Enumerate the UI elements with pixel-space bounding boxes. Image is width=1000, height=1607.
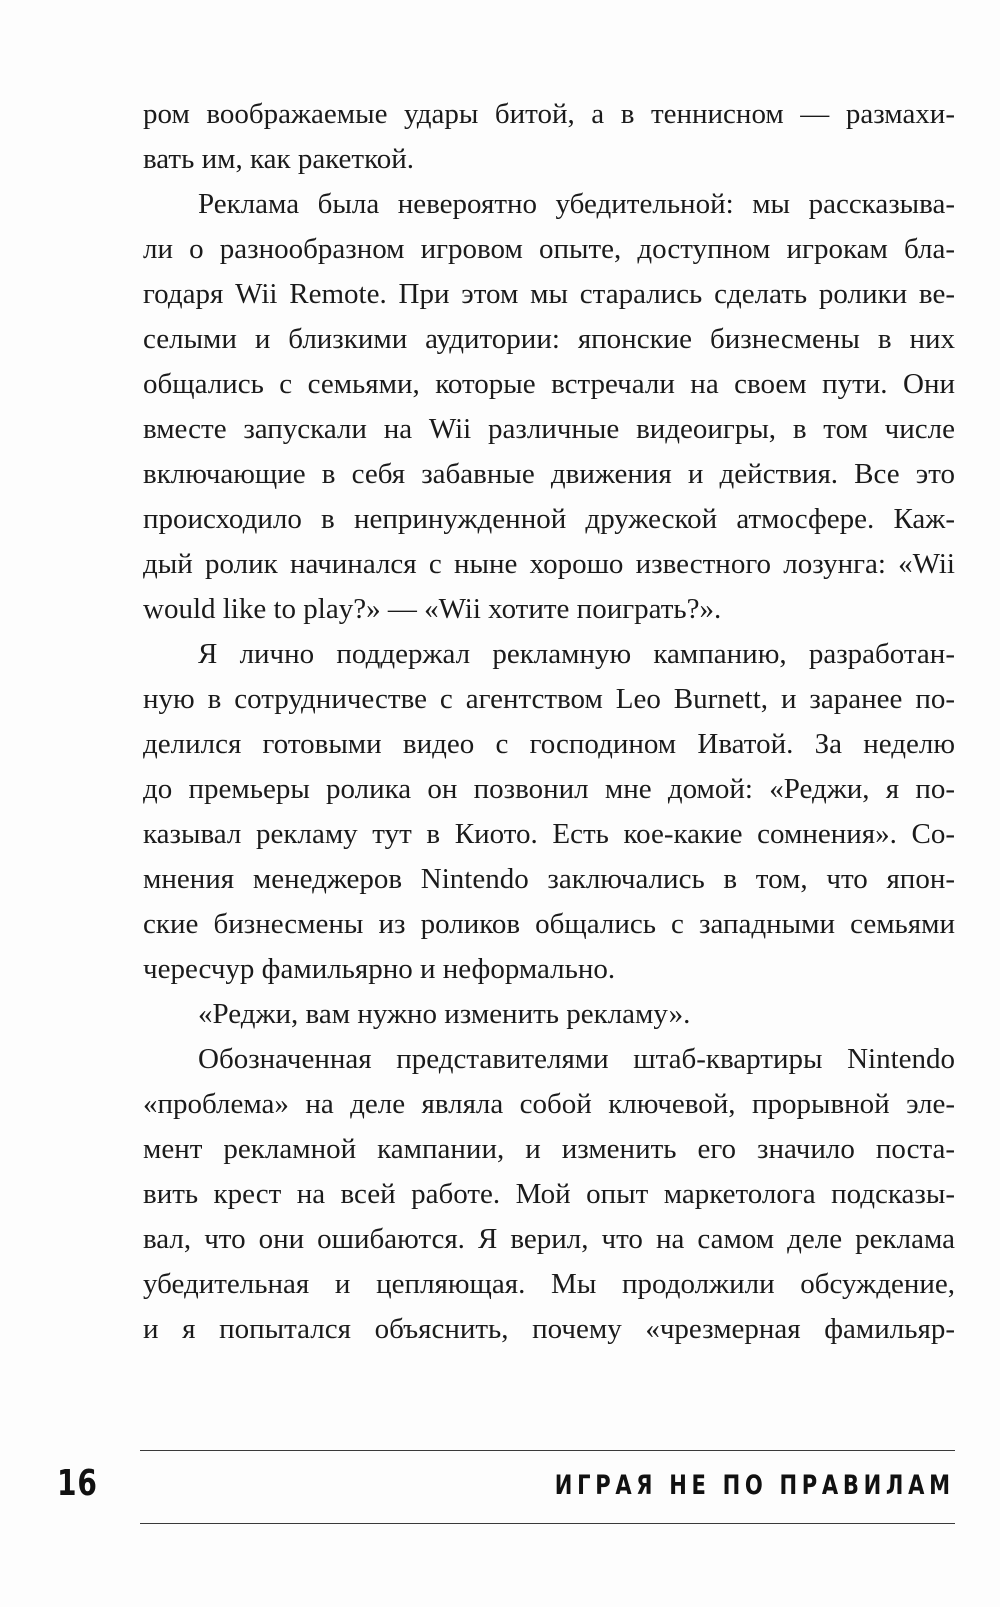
footer-rule-top bbox=[140, 1450, 955, 1451]
text-line: происходило в непринужденной дружеской атмосфере. Каж- bbox=[143, 503, 955, 535]
text-line: делился готовыми видео с господином Иватой. За неделю bbox=[143, 728, 955, 760]
text-line: до премьеры ролика он позвонил мне домой: «Реджи, я по- bbox=[143, 773, 955, 805]
text-line: Реклама была невероятно убедительной: мы рассказыва- bbox=[198, 188, 955, 220]
paragraph bbox=[143, 632, 955, 992]
text-line: дый ролик начинался с ныне хорошо известного лозунга: «Wii bbox=[143, 548, 955, 580]
text-line: общались с семьями, которые встречали на своем пути. Они bbox=[143, 368, 955, 400]
paragraph bbox=[143, 182, 955, 632]
text-line: и я попытался объяснить, почему «чрезмерная фамильяр- bbox=[143, 1313, 955, 1345]
text-line: ром воображаемые удары битой, а в теннисном — размахи- bbox=[143, 98, 955, 130]
page-number: 16 bbox=[57, 1463, 98, 1504]
text-line: включающие в себя забавные движения и действия. Все это bbox=[143, 458, 955, 490]
text-line: ские бизнесмены из роликов общались с западными семьями bbox=[143, 908, 955, 940]
footer-rule-bottom bbox=[140, 1523, 955, 1524]
text-line: ную в сотрудничестве с агентством Leo Burnett, и заранее по- bbox=[143, 683, 955, 715]
text-line: чересчур фамильярно и неформально. bbox=[143, 953, 616, 985]
text-line: would like to play?» — «Wii хотите поиграть?». bbox=[143, 593, 722, 625]
text-line: «проблема» на деле являла собой ключевой, прорывной эле- bbox=[143, 1088, 955, 1120]
text-line: мент рекламной кампании, и изменить его значило поста- bbox=[143, 1133, 955, 1165]
paragraph bbox=[143, 1037, 955, 1352]
text-line: вместе запускали на Wii различные видеоигры, в том числе bbox=[143, 413, 955, 445]
text-line: «Реджи, вам нужно изменить рекламу». bbox=[198, 998, 691, 1030]
text-line: вал, что они ошибаются. Я верил, что на самом деле реклама bbox=[143, 1223, 955, 1255]
text-line: Я лично поддержал рекламную кампанию, разработан- bbox=[198, 638, 955, 670]
running-title: ИГРАЯ НЕ ПО ПРАВИЛАМ bbox=[555, 1470, 955, 1501]
text-line: годаря Wii Remote. При этом мы старались сделать ролики ве- bbox=[143, 278, 955, 310]
paragraph bbox=[143, 92, 955, 182]
text-line: мнения менеджеров Nintendo заключались в том, что япон- bbox=[143, 863, 955, 895]
text-line: вать им, как ракеткой. bbox=[143, 143, 414, 175]
body-text bbox=[143, 92, 955, 1352]
text-line: казывал рекламу тут в Киото. Есть кое-какие сомнения». Со- bbox=[143, 818, 955, 850]
text-line: убедительная и цепляющая. Мы продолжили обсуждение, bbox=[143, 1268, 955, 1300]
text-line: селыми и близкими аудитории: японские бизнесмены в них bbox=[143, 323, 955, 355]
text-line: ли о разнообразном игровом опыте, доступном игрокам бла- bbox=[143, 233, 955, 265]
text-line: вить крест на всей работе. Мой опыт маркетолога подсказы- bbox=[143, 1178, 955, 1210]
paragraph bbox=[143, 992, 955, 1037]
text-line: Обозначенная представителями штаб-квартиры Nintendo bbox=[198, 1043, 955, 1075]
